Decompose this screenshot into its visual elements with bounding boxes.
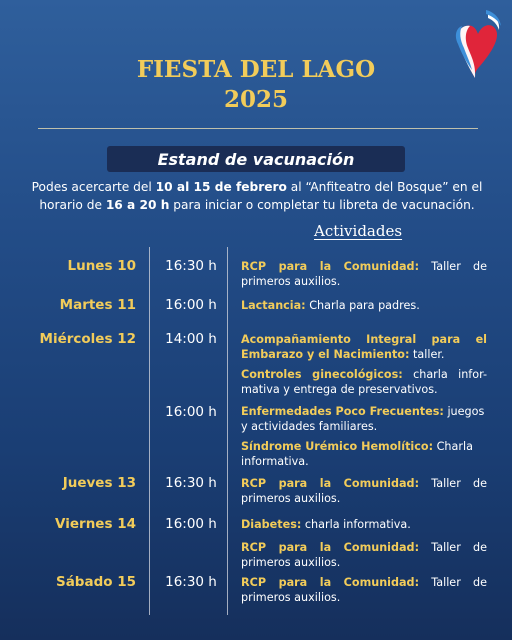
activity-detail: Taller de primeros auxilios. (241, 477, 487, 505)
schedule-time: 14:00 h (165, 331, 217, 347)
activity-name: Acompañamiento Integral para el Embarazo y el Nacimiento: (241, 333, 487, 361)
title-divider (38, 128, 478, 129)
intro-text (12, 178, 502, 214)
schedule-day: Jueves 13 (62, 475, 136, 491)
activity-name: Síndrome Urémico Hemolítico: (241, 440, 434, 453)
activity-detail: taller. (409, 347, 445, 361)
intro-part: para iniciar o completar tu libreta de vacunación. (169, 198, 475, 212)
activity-name: Controles ginecológicos: (241, 368, 403, 381)
activity-name: RCP para la Comunidad: (241, 541, 420, 554)
schedule-day: Sábado 15 (55, 574, 136, 590)
column-divider-right (227, 247, 228, 615)
intro-hours: 16 a 20 h (105, 198, 170, 212)
schedule-activity (241, 368, 487, 397)
schedule-activity (241, 299, 487, 314)
schedule-day: Viernes 14 (55, 516, 136, 532)
schedule-time: 16:00 h (165, 404, 217, 420)
column-divider-left (149, 247, 150, 615)
activity-detail: Taller de primeros auxilios. (241, 576, 487, 604)
schedule-activity (241, 260, 487, 289)
schedule-time: 16:00 h (165, 516, 217, 532)
activity-detail: Taller de primeros auxilios. (241, 541, 487, 569)
page-title-year: 2025 (223, 86, 288, 113)
activity-name: RCP para la Comunidad: (241, 477, 420, 490)
activity-detail: charla informativa. (301, 518, 411, 531)
schedule-time: 16:30 h (165, 258, 217, 274)
intro-part: al “Anfiteatro del Bosque” en el horario de (39, 180, 483, 212)
activity-name: Enfermedades Poco Frecuentes: (241, 405, 444, 418)
schedule-activity (241, 541, 487, 570)
activities-heading: Actividades (314, 222, 403, 240)
activity-name: Diabetes: (241, 518, 302, 531)
activity-name: Lactancia: (241, 299, 306, 312)
activity-name: RCP para la Comunidad: (241, 576, 420, 589)
schedule-time: 16:00 h (165, 297, 217, 313)
page-title: FIESTA DEL LAGO (136, 56, 376, 83)
schedule-activity (241, 576, 487, 605)
schedule-activity (241, 440, 487, 469)
activity-detail: Charla informativa. (241, 440, 473, 468)
schedule-day: Lunes 10 (67, 258, 136, 274)
activity-name: RCP para la Comunidad: (241, 260, 420, 273)
schedule-activity (241, 333, 487, 362)
schedule-time: 16:30 h (165, 475, 217, 491)
schedule-activity (241, 405, 487, 434)
activity-detail: Taller de primeros auxilios. (241, 260, 487, 288)
schedule-activity (241, 518, 487, 533)
activity-detail: juegos y actividades familiares. (241, 405, 485, 433)
intro-dates: 10 al 15 de febrero (155, 180, 287, 194)
intro-part: Podes acercarte del (31, 180, 156, 194)
section-banner: Estand de vacunación (107, 146, 405, 172)
schedule-time: 16:30 h (165, 574, 217, 590)
schedule-day: Miércoles 12 (39, 331, 136, 347)
schedule-activity (241, 477, 487, 506)
schedule-day: Martes 11 (59, 297, 136, 313)
activity-detail: Charla para padres. (305, 299, 420, 312)
activity-detail: charla infor- mativa y entrega de preservativos. (241, 368, 487, 396)
